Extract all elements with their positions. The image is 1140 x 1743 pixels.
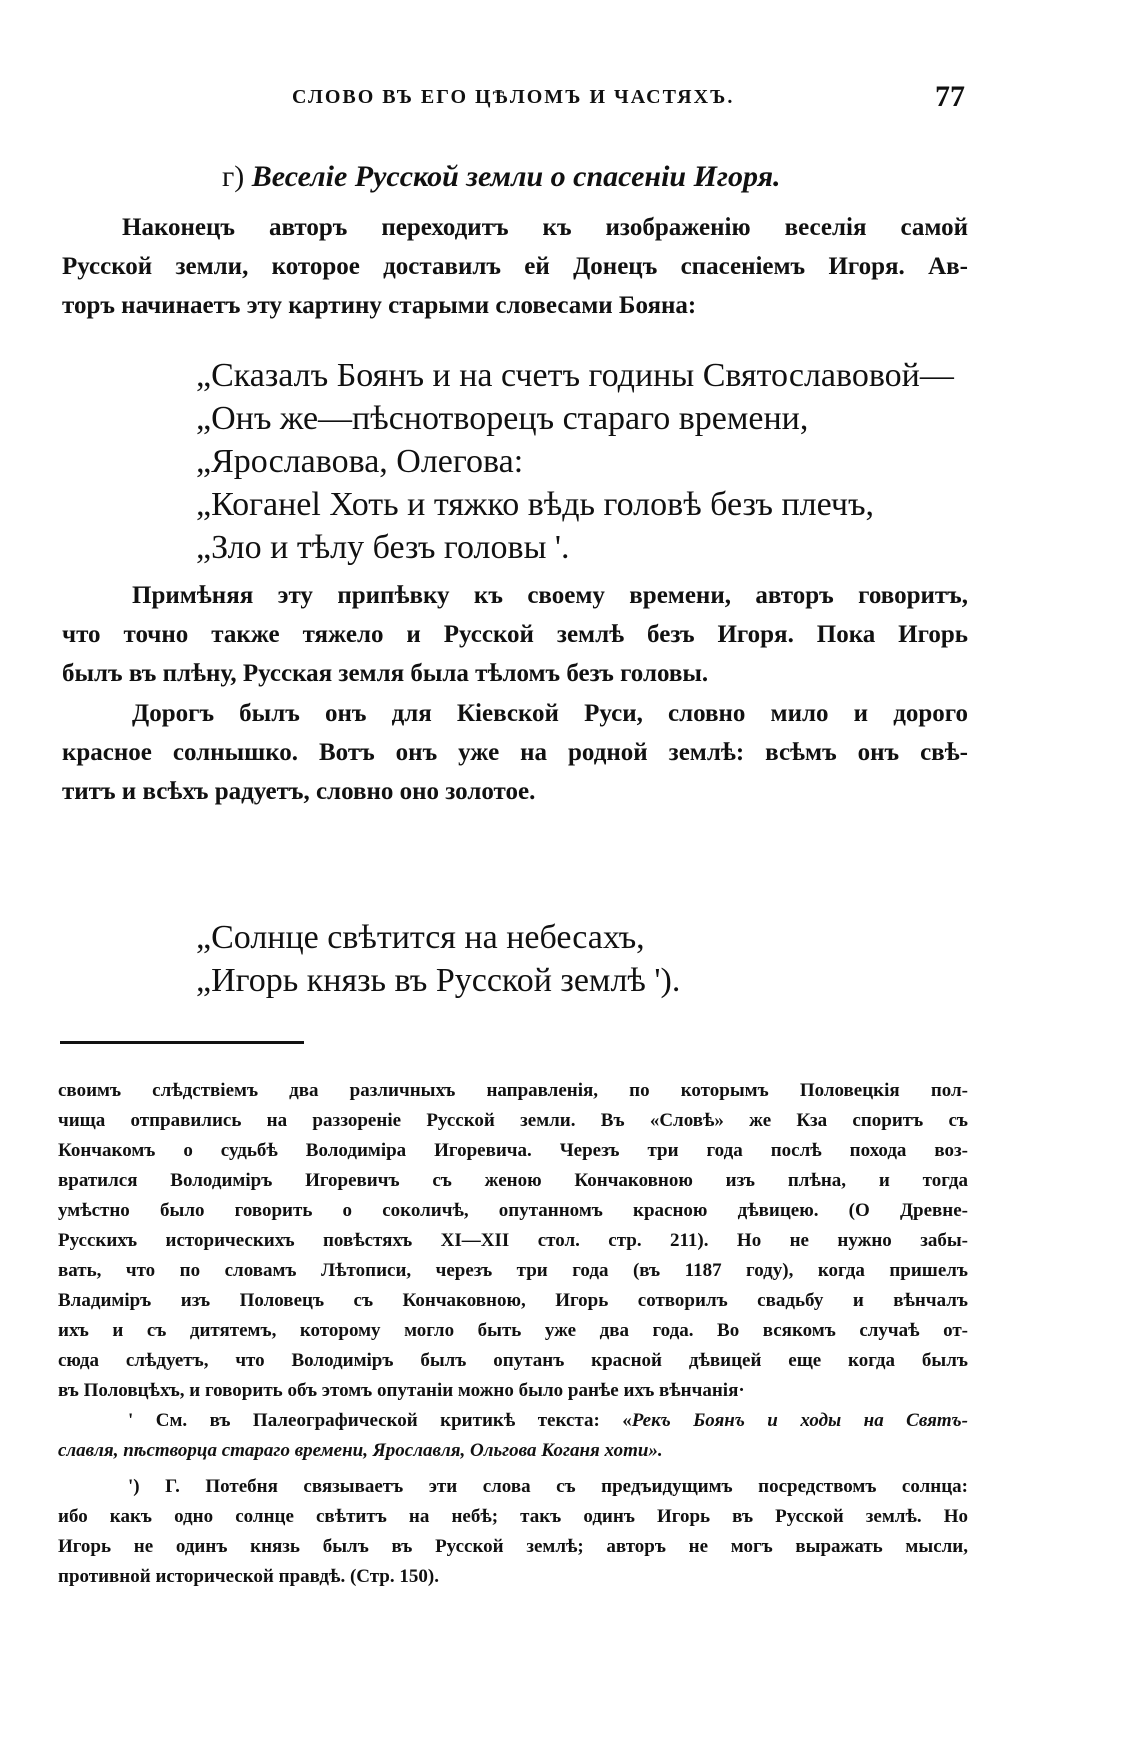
footnote-2 (58, 1472, 968, 1592)
verse-quote-1 (196, 354, 954, 569)
running-head: СЛОВО ВЪ ЕГО ЦѢЛОМЪ И ЧАСТЯХЪ. (292, 86, 735, 108)
verse-line: „Зло и тѣлу безъ головы '. (196, 529, 570, 566)
verse-quote-2 (196, 916, 680, 1002)
paragraph-line: Русской земли, которое доставилъ ей Донецъ спасеніемъ Игоря. Ав- (62, 253, 968, 280)
footnote-1 (58, 1406, 968, 1466)
footnote-line: Владиміръ изъ Половецъ съ Кончаковною, Игорь сотворилъ свадьбу и вѣнчалъ (58, 1290, 968, 1311)
paragraph-3 (62, 694, 968, 811)
paragraph-line: торъ начинаетъ эту картину старыми словесами Бояна: (62, 292, 697, 319)
verse-line: „Игорь князь въ Русской землѣ '). (196, 962, 681, 999)
verse-line: „Онъ же—пѣснотворецъ стараго времени, (196, 400, 809, 437)
section-title: Веселіе Русской земли о спасеніи Игоря. (251, 160, 781, 193)
footnote-line: чища отправились на раззореніе Русской земли. Въ «Словѣ» же Кза споритъ съ (58, 1110, 968, 1131)
verse-line: „Коганеl Хоть и тяжко вѣдь головѣ безъ плечъ, (196, 486, 875, 523)
footnote-line: умѣстно было говорить о соколичѣ, опутанномъ красною дѣвицею. (О Древне- (58, 1200, 968, 1221)
section-marker: г) (222, 160, 245, 193)
verse-line: „Солнце свѣтится на небесахъ, (196, 919, 645, 956)
section-heading (222, 160, 781, 194)
paragraph-2 (62, 576, 968, 693)
footnote-line (58, 1436, 968, 1466)
footnote-line: Игорь не одинъ князь былъ въ Русской землѣ; авторъ не могъ выражать мысли, (58, 1536, 968, 1557)
page-header (60, 80, 965, 120)
footnote-line: ихъ и съ дитятемъ, которому могло быть уже два года. Во всякомъ случаѣ от- (58, 1320, 968, 1341)
footnote-line: въ Половцѣхъ, и говорить объ этомъ опутаніи можно было ранѣе ихъ вѣнчанія· (58, 1380, 745, 1401)
footnote-quote: Рекъ Боянъ и ходы на Святъ- (631, 1410, 968, 1431)
paragraph-line: что точно также тяжело и Русской землѣ безъ Игоря. Пока Игорь (62, 621, 968, 648)
footnote-line: вать, что по словамъ Лѣтописи, черезъ три года (въ 1187 году), когда пришелъ (58, 1260, 968, 1281)
paragraph-line: титъ и всѣхъ радуетъ, словно оно золотое. (62, 778, 536, 805)
paragraph-line: былъ въ плѣну, Русская земля была тѣломъ безъ головы. (62, 660, 709, 687)
paragraph-line: красное солнышко. Вотъ онъ уже на родной землѣ: всѣмъ онъ свѣ- (62, 739, 968, 766)
paragraph-line: Примѣняя эту припѣвку къ своему времени, авторъ говоритъ, (132, 582, 968, 609)
footnote-line: ') Г. Потебня связываетъ эти слова съ предъидущимъ посредствомъ солнца: (128, 1476, 968, 1497)
paragraph-line: Наконецъ авторъ переходитъ къ изображенію веселія самой (122, 214, 968, 241)
verse-line: „Сказалъ Боянъ и на счетъ годины Святославовой— (196, 357, 954, 394)
footnote-line: сюда слѣдуетъ, что Володиміръ былъ опутанъ красной дѣвицей еще когда былъ (58, 1350, 968, 1371)
footnote-text: ' См. въ Палеографической критикѣ текста: « (128, 1410, 632, 1431)
page-number: 77 (935, 80, 965, 113)
footnote-line: вратился Володиміръ Игоревичъ съ женою Кончаковною изъ плѣна, и тогда (58, 1170, 968, 1191)
paragraph-1 (62, 208, 968, 325)
footnote-divider (60, 1041, 304, 1044)
paragraph-line: Дорогъ былъ онъ для Кіевской Руси, словно мило и дорого (132, 700, 968, 727)
footnote-quote: славля, пѣстворца стараго времени, Ярославля, Ольгова Коганя хоти». (58, 1440, 663, 1461)
footnote-line (58, 1406, 968, 1436)
footnote-line: противной исторической правдѣ. (Стр. 150). (58, 1566, 439, 1587)
footnote-line: своимъ слѣдствіемъ два различныхъ направленія, по которымъ Половецкія пол- (58, 1080, 968, 1101)
footnote-continuation (58, 1076, 968, 1406)
verse-line: „Ярославова, Олегова: (196, 443, 524, 480)
footnote-line: Русскихъ историческихъ повѣстяхъ XI—XII стол. стр. 211). Но не нужно забы- (58, 1230, 968, 1251)
footnote-line: ибо какъ одно солнце свѣтитъ на небѣ; такъ одинъ Игорь въ Русской землѣ. Но (58, 1506, 968, 1527)
footnote-line: Кончакомъ о судьбѣ Володиміра Игоревича. Черезъ три года послѣ похода воз- (58, 1140, 968, 1161)
